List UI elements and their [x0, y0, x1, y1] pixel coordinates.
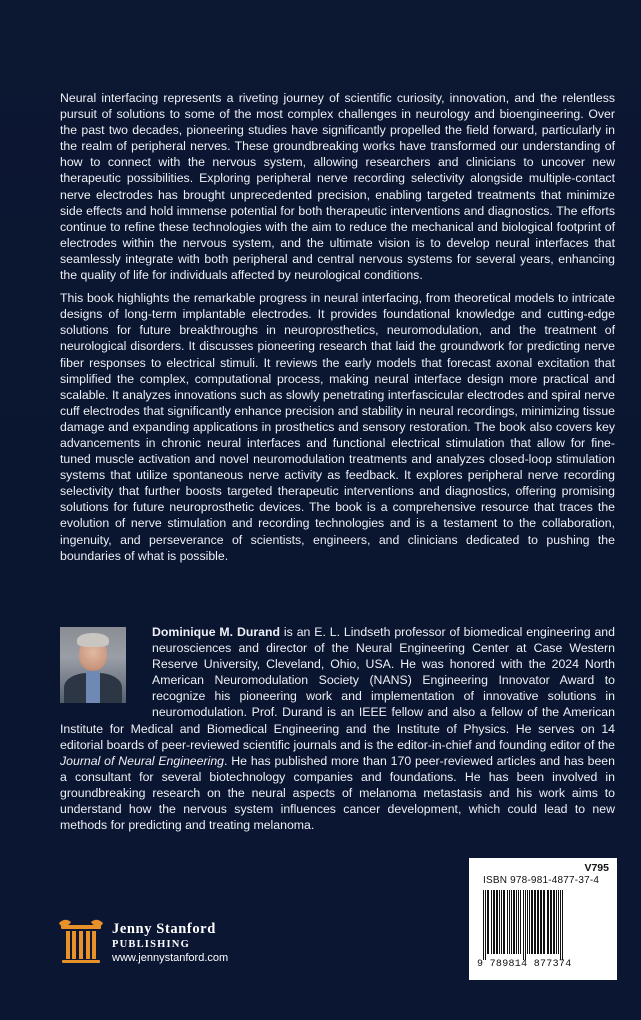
barcode-bar: [558, 890, 559, 954]
barcode-bar: [496, 890, 498, 954]
author-name: Dominique M. Durand: [152, 625, 281, 639]
barcode-bar: [511, 890, 512, 954]
barcode-bar: [543, 890, 545, 954]
barcode-bar: [550, 890, 552, 954]
barcode-bar: [503, 890, 505, 954]
barcode-bar: [547, 890, 549, 954]
barcode-bar: [560, 890, 561, 960]
book-description: [60, 90, 615, 571]
pillar-icon: [57, 917, 105, 965]
isbn-barcode-box: [469, 858, 617, 980]
author-bio-text-2: . He has published more than 170 peer-reviewed articles and has been a consultant for several biotechnology companies and foundations. He has been involved in groundbreaking research on the neural aspects of melanoma metastasis and his work aims to understand how the nervous system influences cancer development, which could lead to new methods for predicting and treating melanoma.: [60, 753, 615, 833]
barcode-bar: [499, 890, 500, 954]
barcode-bar: [513, 890, 515, 954]
barcode-bar: [540, 890, 542, 954]
barcode-bar: [518, 890, 519, 954]
barcode-bar: [507, 890, 508, 954]
isbn-number: ISBN 978-981-4877-37-4: [483, 875, 600, 886]
barcode-bar: [529, 890, 530, 954]
author-bio-text: is an E. L. Lindseth professor of biomedical engineering and neurosciences and director of the Neural Engineering Center at Case Western Reserve University, Cleveland, Ohio, USA. He was honored with the 2024 North American Neuromodulation Society (NANS) Engineering Innovator Award to recognize his pioneering work and implementation of innovative solutions in neuromodulation. Prof. Durand is an IEEE fellow and also a fellow of the American Institute for Medical and Biomedical Engineering and the Institute of Physics. He serves on 14 editorial boards of peer-reviewed scientific journals and is the editor-in-chief and founding editor of the: [60, 625, 615, 752]
barcode-bar: [516, 890, 517, 954]
barcode-bar: [537, 890, 539, 954]
barcode-bar: [520, 890, 521, 954]
barcode-bar: [523, 890, 524, 960]
barcode-bar: [491, 890, 492, 954]
barcode-bar: [487, 890, 489, 954]
barcode-bar: [562, 890, 563, 960]
publisher-subtitle: PUBLISHING: [112, 939, 190, 950]
barcode-bar: [531, 890, 533, 954]
barcode-bar: [527, 890, 528, 954]
author-bio: [60, 624, 615, 833]
barcode-digits: 9 789814 877374: [477, 959, 572, 970]
publisher-name: Jenny Stanford: [112, 921, 216, 937]
barcode-bar: [485, 890, 486, 960]
barcode-bar: [534, 890, 536, 954]
barcode-bar: [483, 890, 484, 960]
barcode-bar: [553, 890, 555, 954]
barcode-bar: [556, 890, 557, 954]
price-code: V795: [584, 862, 609, 874]
barcode-bar: [493, 890, 495, 954]
publisher-url: www.jennystanford.com: [112, 952, 229, 964]
barcode-bar: [509, 890, 510, 954]
barcode-bar: [501, 890, 502, 954]
journal-title: Journal of Neural Engineering: [60, 753, 224, 768]
author-photo: [60, 627, 126, 703]
description-paragraph-2: This book highlights the remarkable progress in neural interfacing, from theoretical models to intricate designs of long-term implantable electrodes. It provides foundational knowledge and cutting-edge solutions for future breakthroughs in neuroprosthetics, neuromodulation, and the treatment of neurological disorders. It discusses pioneering research that laid the groundwork for predicting nerve fiber responses to electrical stimuli. It reviews the early models that forecast axonal excitation that simplified the complex, computational process, making neural interface design more practical and scalable. It analyzes innovations such as slowly penetrating interfascicular electrodes and spiral nerve cuff electrodes that significantly enhance precision and stability in neural recordings, minimizing tissue damage and expanding applications in prosthetics and sensory restoration. The book also covers key advancements in chronic neural interfaces and functional electrical stimulation that allow for fine-tuned muscle activation and novel neuromodulation treatments and analyzes closed-loop stimulation systems that utilize spontaneous nerve activity as feedback. It explores peripheral nerve recording selectivity that further boosts targeted therapeutic interventions and diagnostics, offering promising solutions for future neuroprosthetic devices. The book is a comprehensive resource that traces the evolution of nerve stimulation and recording technologies and is a testament to the collaboration, ingenuity, and perseverance of scientists, engineers, and clinicians dedicated to pushing the boundaries of what is possible.: [60, 291, 615, 563]
publisher-logo: [57, 917, 257, 967]
barcode: [481, 890, 607, 960]
description-paragraph-1: Neural interfacing represents a riveting journey of scientific curiosity, innovation, and the relentless pursuit of solutions to some of the most complex challenges in neurology and bioengineering. Over the past two decades, pioneering studies have significantly propelled the field forward, particularly in the realm of peripheral nerves. These groundbreaking works have transformed our understanding of how to connect with the nervous system, allowing researchers and clinicians to uncover new therapeutic possibilities. Exploring peripheral nerve recording selectivity alongside multiple-contact nerve electrodes has brought unprecedented precision, enabling targeted treatments that minimize side effects and hold immense potential for both therapeutic interventions and diagnostics. The efforts continue to refine these technologies with the aim to reduce the mechanical and biological footprint of electrodes within the nervous system, and the ultimate vision is to develop neural interfaces that seamlessly integrate with both peripheral and central nervous systems for several years, enhancing the quality of life for individuals affected by neurological conditions.: [60, 91, 615, 283]
barcode-bar: [525, 890, 526, 960]
